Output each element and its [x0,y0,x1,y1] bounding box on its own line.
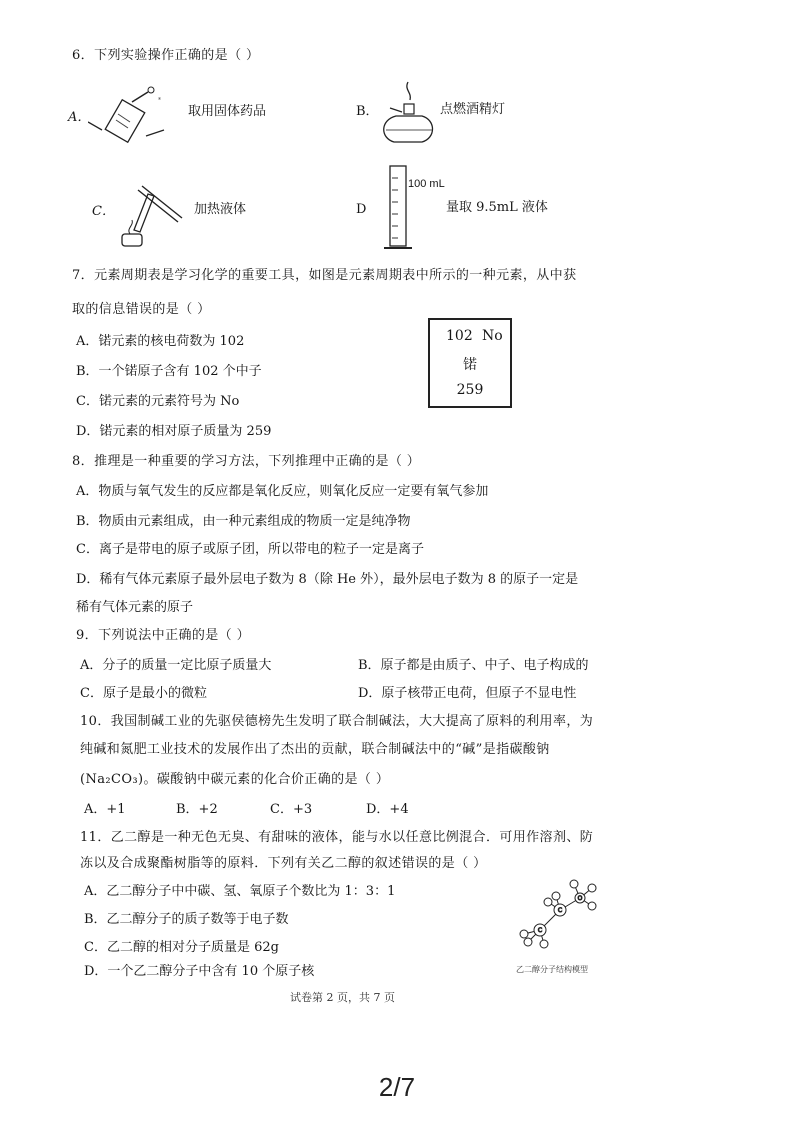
q7-stem-line1: 7．元素周期表是学习化学的重要工具，如图是元素周期表中所示的一种元素，从中获 [72,268,577,283]
q10-option-a: A．+1 [84,802,126,817]
q6-option-b-text: 点燃酒精灯 [440,102,506,117]
q7-stem-line2: 取的信息错误的是（ ） [72,302,211,317]
q11-option-d: D．一个乙二醇分子中含有 10 个原子核 [84,964,315,979]
q10-stem-line2: 纯碱和氮肥工业技术的发展作出了杰出的贡献，联合制碱法中的“碱”是指碳酸钠 [80,742,550,757]
q6-stem: 6．下列实验操作正确的是（ ） [72,48,260,63]
element-card [428,318,512,408]
q8-option-b: B．物质由元素组成，由一种元素组成的物质一定是纯净物 [76,514,411,529]
solid-reagent-illustration [88,84,178,154]
cylinder-capacity-label: 100 mL [408,178,445,190]
element-symbol: No [482,328,503,344]
q6-option-c-text: 加热液体 [194,202,247,217]
q10-option-d: D．+4 [366,802,409,817]
q7-option-d: D．锘元素的相对原子质量为 259 [76,424,272,439]
q6-option-a-text: 取用固体药品 [188,104,267,119]
heating-liquid-illustration [112,170,192,250]
q9-stem: 9．下列说法中正确的是（ ） [76,628,251,643]
q6-option-d-letter: D [356,202,367,217]
q11-option-b: B．乙二醇分子的质子数等于电子数 [84,912,289,927]
q7-option-a: A．锘元素的核电荷数为 102 [76,334,245,349]
q8-option-d: D．稀有气体元素原子最外层电子数为 8（除 He 外），最外层电子数为 8 的原子一定是 [76,572,579,587]
q11-stem-line1: 11．乙二醇是一种无色无臭、有甜味的液体，能与水以任意比例混合．可用作溶剂、防 [80,830,594,845]
element-number: 102 [446,328,473,344]
q7-option-b: B．一个锘原子含有 102 个中子 [76,364,262,379]
page-footer: 试卷第 2 页，共 7 页 [290,991,395,1004]
q6-option-c-letter: C． [92,204,115,219]
q8-stem: 8．推理是一种重要的学习方法，下列推理中正确的是（ ） [72,454,421,469]
q10-option-b: B．+2 [176,802,218,817]
q6-option-b-letter: B． [356,104,379,119]
q8-option-d-continued: 稀有气体元素的原子 [76,600,194,615]
q8-option-a: A．物质与氧气发生的反应都是氧化反应，则氧化反应一定要有氧气参加 [76,484,489,499]
q9-option-a: A．分子的质量一定比原子质量大 [80,658,272,673]
q9-option-c: C．原子是最小的微粒 [80,686,207,701]
q11-option-c: C．乙二醇的相对分子质量是 62g [84,940,279,955]
q10-stem-line3: (Na₂CO₃)。碳酸钠中碳元素的化合价正确的是（ ） [80,772,390,787]
element-name: 锘 [463,357,477,373]
atom-label-o: O [577,895,583,902]
page-indicator: 2/7 [378,1072,416,1102]
q11-stem-line2: 冻以及合成聚酯树脂等的原料．下列有关乙二醇的叙述错误的是（ ） [80,856,487,871]
alcohol-lamp-illustration [372,76,442,151]
q6-option-d-text: 量取 9.5mL 液体 [446,200,548,215]
q10-stem-line1: 10．我国制碱工业的先驱侯德榜先生发明了联合制碱法，大大提高了原料的利用率，为 [80,714,594,729]
atom-label-c: C [557,907,563,914]
q10-option-c: C．+3 [270,802,313,817]
q11-option-a: A．乙二醇分子中中碳、氢、氧原子个数比为 1：3：1 [84,884,396,899]
q7-option-c: C．锘元素的元素符号为 No [76,394,240,409]
q6-option-a-letter: A． [68,110,91,125]
molecule-model-caption: 乙二醇分子结构模型 [516,965,588,974]
atom-label-c: C [537,927,543,934]
svg-text:*: * [158,97,161,104]
element-mass: 259 [456,382,484,398]
q9-option-b: B．原子都是由质子、中子、电子构成的 [358,658,589,673]
q8-option-c: C．离子是带电的原子或原子团，所以带电的粒子一定是离子 [76,542,424,557]
q9-option-d: D．原子核带正电荷，但原子不显电性 [358,686,577,701]
ethylene-glycol-model-illustration [512,876,612,962]
